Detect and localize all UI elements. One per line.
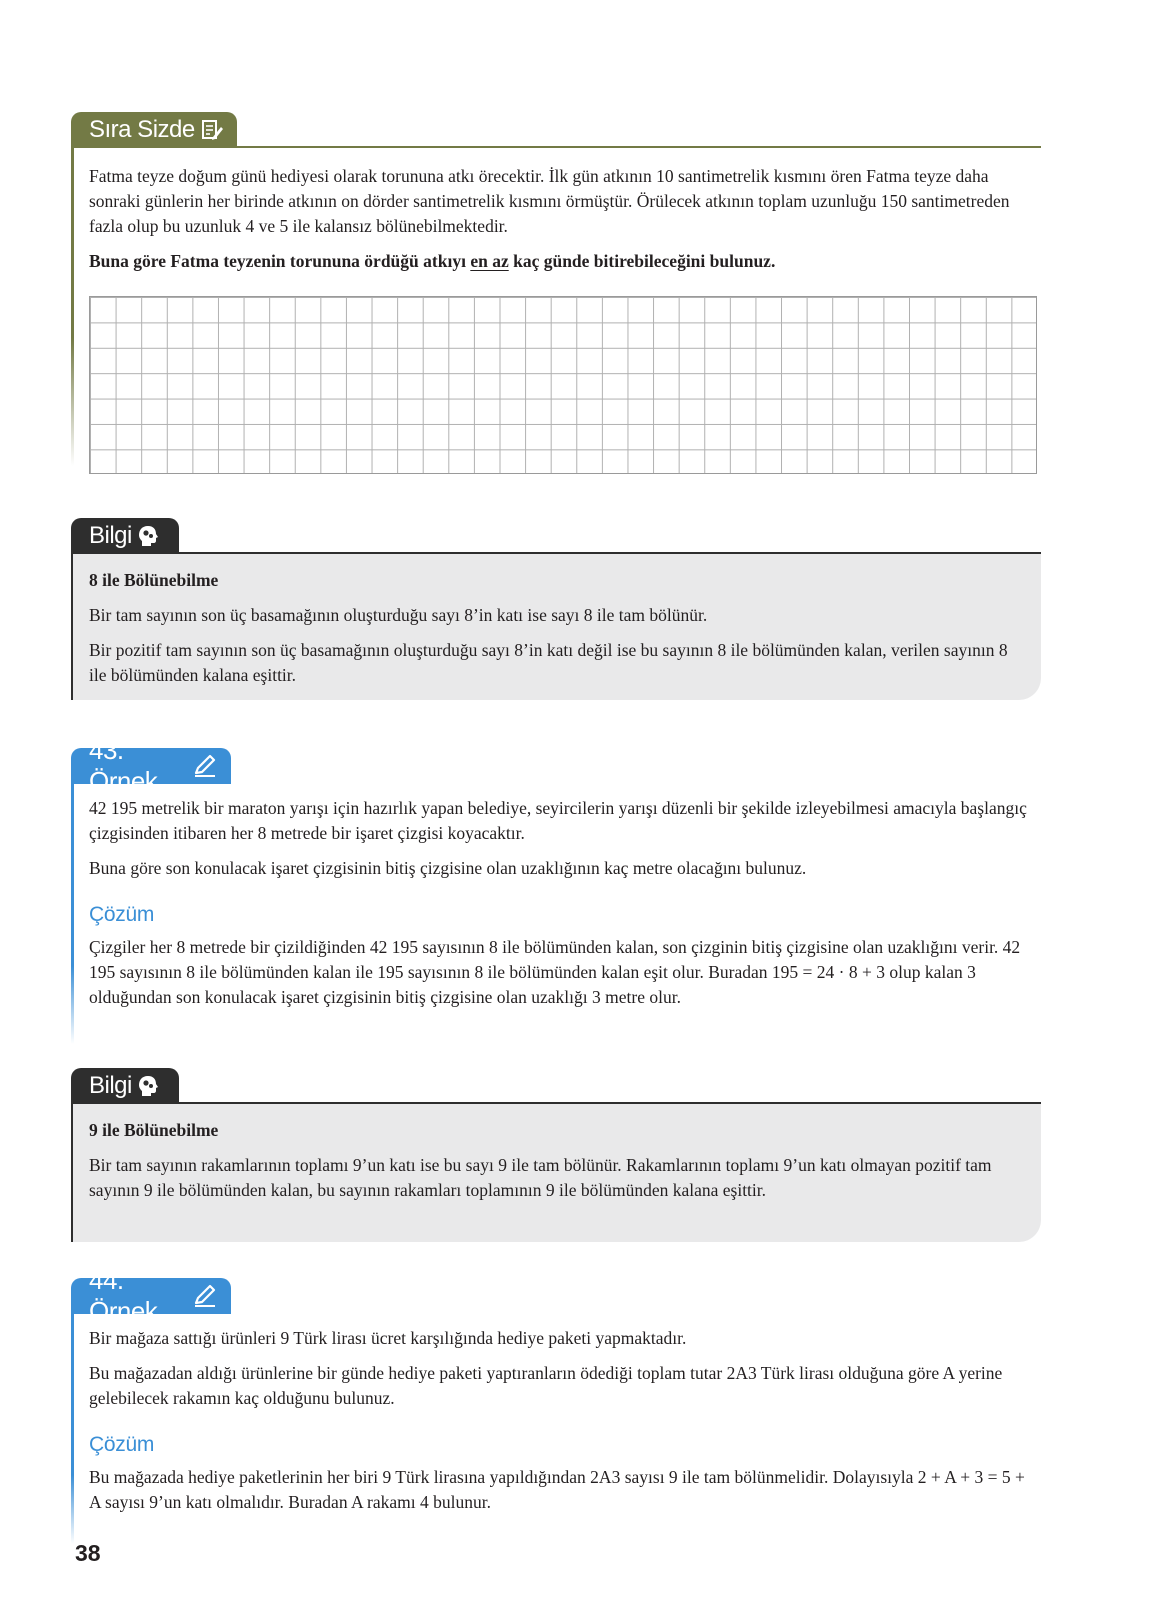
head-gears-icon	[138, 1075, 160, 1097]
bilgi-tab	[71, 1068, 179, 1104]
head-gears-icon	[138, 525, 160, 547]
ornek-tab	[71, 735, 231, 796]
ornek-paragraph: 42 195 metrelik bir maraton yarışı için hazırlık yapan belediye, seyircilerin yarışı düzenli bir şekilde izleyebilmesi amacıyla başlangıç çizgisinden itibaren her 8 metrede bir işaret çizgisi koyacaktır.	[89, 798, 1027, 843]
ornek-title: 44. Örnek	[89, 1265, 158, 1326]
underlined-text: en az	[470, 251, 509, 271]
ornek-43-box	[71, 735, 1041, 1048]
ornek-tab	[71, 1265, 231, 1326]
answer-grid	[89, 296, 1037, 474]
bilgi-paragraph: Bir pozitif tam sayının son üç basamağının oluşturduğu sayı 8’in katı değil ise bu sayının 8 ile bölümünden kalan, verilen sayının 8 ile bölümünden kalana eşittir.	[89, 640, 1008, 685]
sira-sizde-question: Buna göre Fatma teyzenin torununa ördüğü atkıyı en az kaç günde bitirebileceğini bulunuz.	[89, 251, 776, 271]
sira-sizde-box	[71, 112, 1041, 478]
pencil-icon	[193, 1284, 217, 1308]
notepad-pencil-icon	[201, 119, 223, 141]
sira-sizde-tab	[71, 112, 237, 148]
ornek-question: Buna göre son konulacak işaret çizgisinin bitiş çizgisine olan uzaklığının kaç metre olacağını bulunuz.	[89, 858, 807, 878]
cozum-heading: Çözüm	[89, 1433, 155, 1456]
cozum-heading: Çözüm	[89, 903, 155, 926]
sira-sizde-paragraph: Fatma teyze doğum günü hediyesi olarak torununa atkı örecektir. İlk gün atkının 10 santimetrelik kısmını ören Fatma teyze daha sonraki günlerin her birinde atkının on dörder santimetrelik kısmını örmüştür. Örülecek atkının toplam uzunluğu 150 santimetreden fazla olup bu uzunluk 4 ve 5 ile kalansız bölünebilmektedir.	[89, 166, 1010, 236]
bilgi-heading: 8 ile Bölünebilme	[89, 570, 219, 590]
bilgi-box-9	[71, 1068, 1041, 1246]
cozum-text: Bu mağazada hediye paketlerinin her biri 9 Türk lirasına yapıldığından 2A3 sayısı 9 ile tam bölünmelidir. Dolayısıyla 2 + A + 3 = 5 + A sayısı 9’un katı olmalıdır. Buradan A rakamı 4 bulunur.	[89, 1467, 1025, 1512]
ornek-question: Bu mağazadan aldığı ürünlerine bir günde hediye paketi yaptıranların ödediği toplam tutar 2A3 Türk lirası olduğuna göre A yerine gelebilecek rakamın kaç olduğunu bulunuz.	[89, 1363, 1003, 1408]
bilgi-tab	[71, 518, 179, 554]
bilgi-panel	[71, 552, 1041, 700]
bilgi-panel	[71, 1102, 1041, 1242]
bilgi-title: Bilgi	[89, 522, 132, 549]
sira-sizde-title: Sıra Sizde	[89, 116, 195, 143]
ornek-title: 43. Örnek	[89, 735, 158, 796]
cozum-text: Çizgiler her 8 metrede bir çizildiğinden 42 195 sayısının 8 ile bölümünden kalan, son çizginin bitiş çizgisine olan uzaklığını verir. 42 195 sayısının 8 ile bölümünden kalan ile 195 sayısının 8 ile bölümünden kalan eşit olur. Buradan 195 = 24 · 8 + 3 olup kalan 3 olduğundan son konulacak işaret çizgisinin bitiş çizgisine olan uzaklığı 3 metre olur.	[89, 937, 1021, 1007]
ornek-paragraph: Bir mağaza sattığı ürünleri 9 Türk lirası ücret karşılığında hediye paketi yapmaktadır.	[89, 1328, 687, 1348]
ornek-44-box	[71, 1265, 1041, 1548]
page-number: 38	[75, 1540, 101, 1566]
bilgi-paragraph: Bir tam sayının rakamlarının toplamı 9’un katı ise bu sayı 9 ile tam bölünür. Rakamlarının toplamı 9’un katı olmayan pozitif tam sayının 9 ile bölümünden kalan, bu sayının rakamları toplamının 9 ile bölümünden kalana eşittir.	[89, 1155, 992, 1200]
bilgi-box-8	[71, 518, 1041, 708]
bilgi-heading: 9 ile Bölünebilme	[89, 1120, 219, 1140]
bilgi-paragraph: Bir tam sayının son üç basamağının oluşturduğu sayı 8’in katı ise sayı 8 ile tam bölünür.	[89, 605, 708, 625]
bilgi-title: Bilgi	[89, 1072, 132, 1099]
pencil-icon	[193, 754, 217, 778]
